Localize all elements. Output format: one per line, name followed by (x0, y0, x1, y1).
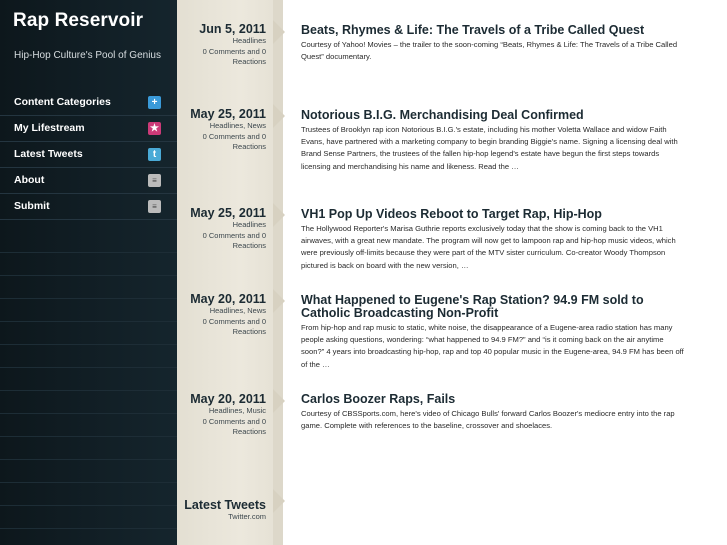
post-title[interactable]: What Happened to Eugene's Rap Station? 94.9 FM sold to Catholic Broadcasting Non-Profit (301, 293, 644, 320)
sidebar-item-label: About (14, 174, 45, 186)
post (301, 294, 686, 371)
sidebar-item-label: Latest Tweets (14, 148, 83, 160)
site-tagline: Hip-Hop Culture's Pool of Genius (14, 50, 161, 61)
sidebar-item-submit[interactable] (0, 194, 177, 220)
post-categories[interactable]: Headlines, News (209, 121, 266, 130)
post (301, 393, 686, 432)
post-comments[interactable]: 0 Comments and 0 (202, 230, 266, 240)
post-date[interactable]: May 25, 2011 (190, 107, 266, 121)
post (301, 208, 686, 272)
latest-tweets-block (184, 498, 266, 521)
post (301, 109, 686, 173)
twitter-icon: t (148, 148, 161, 161)
sidebar-item-label: My Lifestream (14, 122, 85, 134)
post-comments[interactable]: 0 Comments and 0 (202, 416, 266, 426)
post-excerpt: From hip-hop and rap music to static, white noise, the disappearance of a Eugene-area radio station has many people asking questions, wondering: “what happened to 94.9 FM?” and “is it coming back on the air anytime soon?” 4 years into broadcasting hip-hop, rap and top 40 popular music in the Eugene-area, 94.9 FM has been off of the … (301, 323, 684, 369)
post-date[interactable]: May 25, 2011 (190, 206, 266, 220)
post-reactions[interactable]: Reactions (232, 57, 266, 66)
latest-tweets-arrow (273, 489, 285, 513)
post-meta (199, 22, 266, 68)
post-comments[interactable]: 0 Comments and 0 (202, 46, 266, 56)
post-categories[interactable]: Headlines, News (209, 306, 266, 315)
post-excerpt: The Hollywood Reporter's Marisa Guthrie reports exclusively today that the show is coming back to the VH1 airwaves, with a great new mandate. The program will now get to lampoon rap and hip-hop music videos, which were previously off-limits because they were part of the MTV sister curriculum. Co-creator Woody Thompson pictured is back on board with the new version, … (301, 224, 676, 270)
post-comments[interactable]: 0 Comments and 0 (202, 131, 266, 141)
latest-tweets-source[interactable]: Twitter.com (228, 512, 266, 521)
post-title[interactable]: Carlos Boozer Raps, Fails (301, 392, 456, 406)
post-reactions[interactable]: Reactions (232, 142, 266, 151)
post-title[interactable]: VH1 Pop Up Videos Reboot to Target Rap, Hip-Hop (301, 207, 602, 221)
plus-icon: + (148, 96, 161, 109)
post (301, 24, 686, 63)
sidebar-item-label: Content Categories (14, 96, 111, 108)
post-title[interactable]: Notorious B.I.G. Merchandising Deal Confirmed (301, 108, 584, 122)
site-title[interactable]: Rap Reservoir (13, 10, 144, 31)
post-arrow (273, 20, 285, 44)
sidebar-item-content-categories[interactable] (0, 90, 177, 116)
post-arrow (273, 203, 285, 227)
post-arrow (273, 289, 285, 313)
post-categories[interactable]: Headlines (232, 36, 266, 45)
post-comments[interactable]: 0 Comments and 0 (202, 316, 266, 326)
post-date[interactable]: May 20, 2011 (190, 292, 266, 306)
post-meta (190, 392, 266, 438)
sidebar-item-latest-tweets[interactable] (0, 142, 177, 168)
post-excerpt: Courtesy of CBSSports.com, here's video of Chicago Bulls' forward Carlos Boozer's mediocre entry into the rap game. Complete with references to the baseline, crossover and shoelaces. (301, 409, 675, 431)
latest-tweets-title[interactable]: Latest Tweets (184, 498, 266, 512)
post-title[interactable]: Beats, Rhymes & Life: The Travels of a Tribe Called Quest (301, 23, 645, 37)
sidebar-lines (0, 230, 177, 545)
document-icon: ≡ (148, 174, 161, 187)
star-icon: ★ (148, 122, 161, 135)
post-categories[interactable]: Headlines, Music (208, 406, 266, 415)
post-meta (190, 292, 266, 338)
post-meta (190, 107, 266, 153)
post-arrow (273, 104, 285, 128)
post-date[interactable]: May 20, 2011 (190, 392, 266, 406)
document-icon: ≡ (148, 200, 161, 213)
post-reactions[interactable]: Reactions (232, 327, 266, 336)
meta-rail (177, 0, 283, 545)
post-reactions[interactable]: Reactions (232, 427, 266, 436)
post-date[interactable]: Jun 5, 2011 (199, 22, 266, 36)
sidebar-item-my-lifestream[interactable] (0, 116, 177, 142)
post-arrow (273, 389, 285, 413)
sidebar-nav (0, 90, 177, 220)
post-excerpt: Trustees of Brooklyn rap icon Notorious B.I.G.'s estate, including his mother Voletta Wallace and widow Faith Evans, have partnered with a marketing company to begin branding Biggie's name. Signing a licensing deal with Brand Sense Partners, the trustees of the fallen hip-hop legend's estate have begun the first steps towards licensing and merchandising his name and likeness. Read the … (301, 125, 678, 171)
post-categories[interactable]: Headlines (232, 220, 266, 229)
rail-edge (273, 0, 283, 545)
sidebar-item-about[interactable] (0, 168, 177, 194)
post-reactions[interactable]: Reactions (232, 241, 266, 250)
post-excerpt: Courtesy of Yahoo! Movies – the trailer to the soon-coming “Beats, Rhymes & Life: The Travels of a Tribe Called Quest” documentary. (301, 40, 678, 62)
sidebar (0, 0, 177, 545)
sidebar-item-label: Submit (14, 200, 50, 212)
post-meta (190, 206, 266, 252)
